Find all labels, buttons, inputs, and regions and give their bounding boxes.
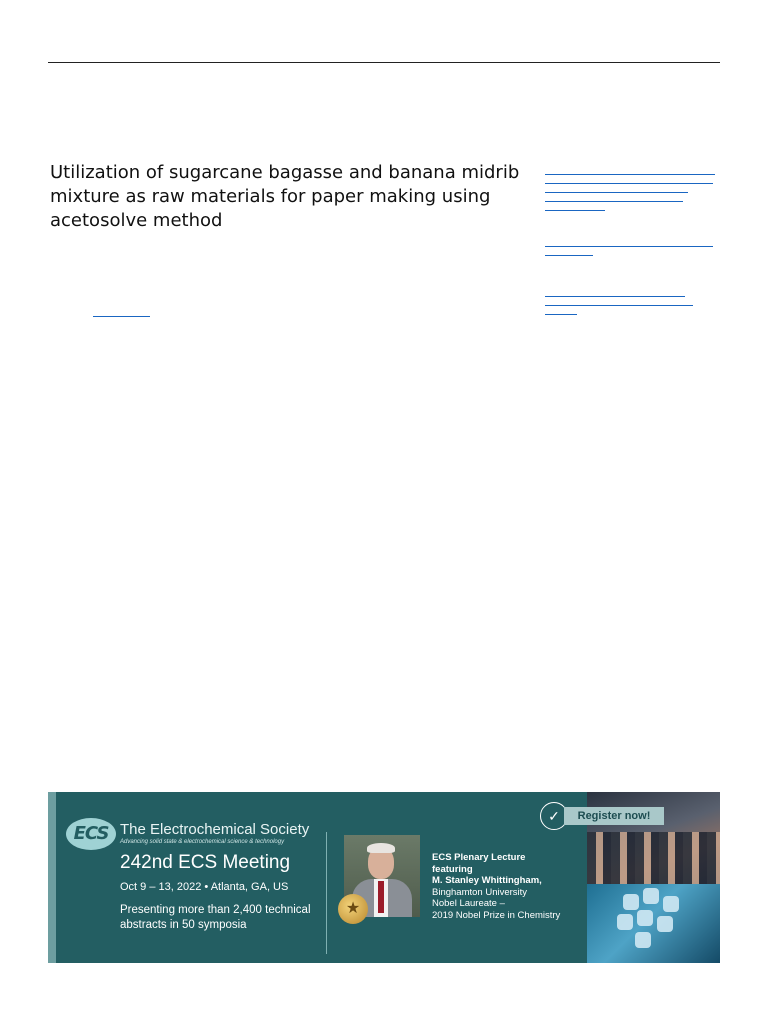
lecture-line-1: ECS Plenary Lecture [432, 852, 526, 863]
ecs-meeting-banner[interactable] [48, 792, 720, 963]
audience-crowd [587, 832, 720, 884]
author-link[interactable] [93, 305, 150, 317]
meeting-title: 242nd ECS Meeting [120, 852, 291, 873]
portrait-tie [378, 881, 384, 913]
hex-icon [643, 888, 659, 904]
related-link-1-line-3[interactable] [545, 184, 688, 193]
lecture-line-4: Binghamton University [432, 886, 528, 898]
lecture-line-6: 2019 Nobel Prize in Chemistry [432, 909, 561, 921]
society-name: The Electrochemical Society [120, 821, 310, 838]
related-link-2[interactable] [545, 238, 713, 256]
meeting-dates: Oct 9 – 13, 2022 • Atlanta, GA, US [120, 881, 289, 893]
register-button[interactable] [540, 802, 664, 830]
related-link-1[interactable] [545, 166, 715, 211]
ecs-logo: ECS [66, 818, 116, 850]
banner-divider [326, 832, 327, 954]
lecture-line-2: featuring [432, 863, 473, 875]
hex-icon [623, 894, 639, 910]
related-link-3-line-2[interactable] [545, 297, 693, 306]
hex-icon [617, 914, 633, 930]
related-link-1-line-4[interactable] [545, 193, 683, 202]
lecture-line-5: Nobel Laureate – [432, 898, 505, 909]
nobel-medal-icon: ★ [338, 894, 368, 924]
related-link-2-line-1[interactable] [545, 238, 713, 247]
hex-icon [637, 910, 653, 926]
abstracts-text: Presenting more than 2,400 technical abstracts in 50 symposia [120, 904, 311, 931]
hex-icon [635, 932, 651, 948]
related-link-3-line-1[interactable] [545, 288, 685, 297]
lecture-line-3: M. Stanley Whittingham, [432, 875, 542, 886]
hex-icon [663, 896, 679, 912]
banner-edge [48, 792, 56, 963]
related-link-1-line-5[interactable] [545, 202, 605, 211]
register-label[interactable]: Register now! [564, 807, 664, 825]
header-rule [48, 62, 720, 63]
check-circle-icon: ✓ [540, 802, 568, 830]
society-tagline: Advancing solid state & electrochemical science & technology [120, 839, 285, 845]
related-link-2-line-2[interactable] [545, 247, 593, 256]
hex-icon [657, 916, 673, 932]
article-title: Utilization of sugarcane bagasse and banana midrib mixture as raw materials for paper making using acetosolve method [50, 162, 520, 231]
related-link-3-line-3[interactable] [545, 306, 577, 315]
related-link-3[interactable] [545, 288, 693, 315]
related-link-1-line-1[interactable] [545, 166, 715, 175]
science-photo [587, 884, 720, 963]
portrait-hair [367, 843, 395, 853]
related-link-1-line-2[interactable] [545, 175, 713, 184]
plenary-lecture-info [432, 852, 602, 921]
